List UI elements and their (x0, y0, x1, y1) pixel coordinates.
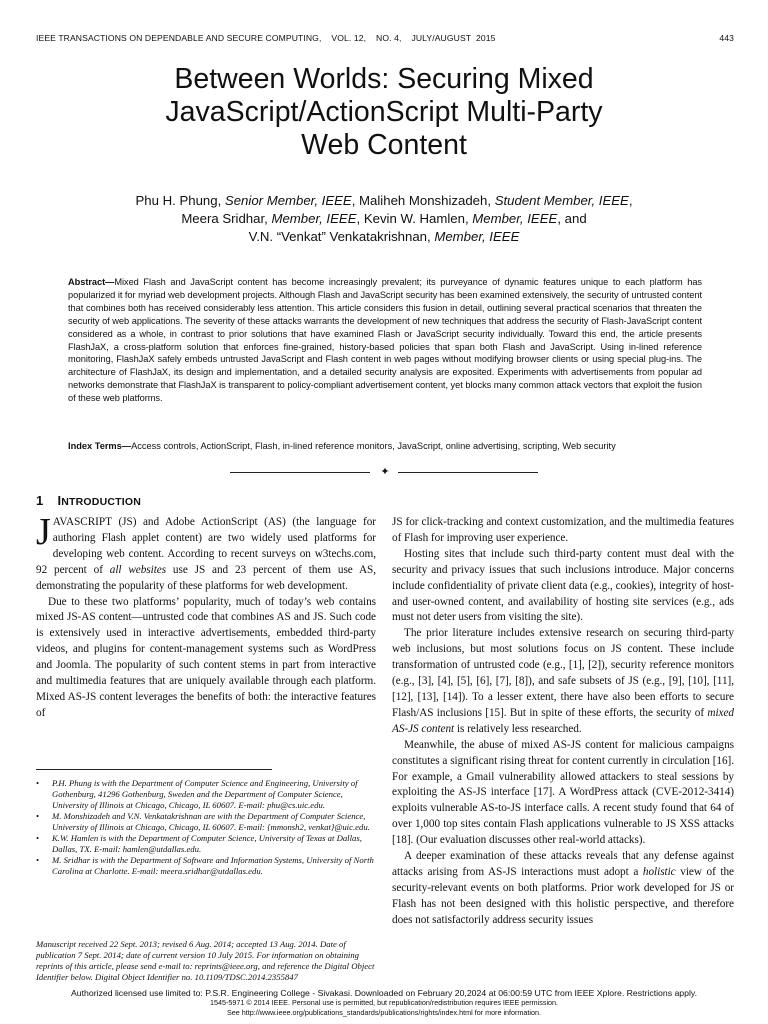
section-title-rest: NTRODUCTION (61, 496, 142, 508)
affiliation-footnotes (36, 778, 376, 877)
section-heading (36, 493, 141, 508)
paragraph: Due to these two platforms’ popularity, much of today’s web contains mixed JS-AS content—untrusted code that combines AS and JS. Such code is extensively used in interactive advertisements, embedded third-party videos, and plugins for content-management systems such as WordPress and Joomla. The popularity of such content stems in part from interactive and multimedia features that are uniquely available through each platform. Mixed AS-JS content leverages the benefits of both: the interactive features of (36, 595, 376, 719)
bullet-icon: • (36, 855, 40, 865)
abstract (68, 276, 702, 405)
license-notice: Authorized licensed use limited to: P.S.R. Engineering College - Sivakasi. Downloaded on February 20,2024 at 06:00:59 UTC from IEEE Xplore. Restrictions apply. (71, 988, 697, 998)
author-role: Student Member, IEEE (494, 193, 629, 208)
divider-line-right (398, 472, 538, 473)
author-role: Senior Member, IEEE (224, 193, 352, 208)
bullet-icon: • (36, 811, 40, 821)
paragraph: Meanwhile, the abuse of mixed AS-JS content for malicious campaigns constitutes a significant rising threat for content currently in circulation [16]. For example, a Gmail vulnerability allowed attackers to steal sessions by exploiting the AS-JS interface [17]. A WordPress attack (CVE-2012-3414) exploits vulnerable AS-to-JS interface calls. A recent study found that 64 of over 1,000 top sites contain Flash applications vulnerable to JS XSS attacks [18]. (Our evaluation discusses other real-world attacks). (392, 738, 734, 847)
manuscript-info: Manuscript received 22 Sept. 2013; revised 6 Aug. 2014; accepted 13 Aug. 2014. Date of publication 7 Sept. 2014; date of current version 10 July 2015. For information on obtaining reprints of this article, please send e-mail to: reprints@ieee.org, and reference the Digital Object Identifier below. Digital Object Identifier no. 10.1109/TDSC.2014.2355847 (36, 939, 375, 982)
index-terms-text: Access controls, ActionScript, Flash, in-lined reference monitors, JavaScript, online advertising, scripting, Web security (131, 441, 616, 451)
author-name: V.N. “Venkat” Venkatakrishnan, (248, 229, 435, 244)
emphasis: mixed AS-JS content (392, 706, 734, 735)
footnote-text: M. Sridhar is with the Department of Software and Information Systems, University of North Carolina at Charlotte. E-mail: meera.sridhar@utdallas.edu. (52, 855, 374, 876)
footnote-item (36, 778, 376, 811)
running-header (36, 33, 734, 47)
emphasis: all websites (109, 563, 167, 576)
emphasis: holistic (642, 865, 676, 878)
paragraph-text: view of the security-relevant events on both platforms. Prior work developed for JS or Flash has not been designed with this holistic perspective, and therefore does not satisfactorily address security issues (392, 865, 735, 926)
author-separator: , (628, 193, 633, 208)
title-line-1: Between Worlds: Securing Mixed (174, 63, 594, 95)
title-line-2: JavaScript/ActionScript Multi-Party (165, 96, 603, 128)
author-name: , Maliheh Monshizadeh, (351, 193, 495, 208)
abstract-label: Abstract— (68, 277, 115, 287)
author-line-1 (40, 192, 728, 210)
footnote-item (36, 855, 376, 877)
footnote-item (36, 833, 376, 855)
bullet-icon: • (36, 833, 40, 843)
left-column (36, 511, 376, 722)
footnote-text: P.H. Phung is with the Department of Computer Science and Engineering, University of Gothenburg, 41296 Gothenburg, Sweden and the Department of Computer Science, University of Illinois at Chicago, Chicago, IL 60607. E-mail: phu@cs.uic.edu. (52, 778, 358, 810)
index-terms-label: Index Terms— (68, 441, 132, 451)
page-number: 443 (719, 33, 734, 43)
footnote-text: K.W. Hamlen is with the Department of Computer Science, University of Texas at Dallas, Dallas, TX. E-mail: hamlen@utdallas.edu. (52, 833, 362, 854)
paper-title (60, 63, 708, 162)
copyright-notice: 1545-5971 © 2014 IEEE. Personal use is permitted, but republication/redistribution requires IEEE permission. (209, 998, 559, 1007)
author-separator: , and (557, 211, 587, 226)
author-name: Meera Sridhar, (181, 211, 272, 226)
abstract-text: Mixed Flash and JavaScript content has become increasingly prevalent; its purveyance of dynamic features unique to each platform has popularized it for myriad web development projects. Although Flash and JavaScript security has been examined extensively, the security of untrusted content that combines both has received considerably less attention. This article considers this fusion in detail, outlining several practical scenarios that threaten the security of web applications. The severity of these attacks warrants the development of new techniques that address the security of Flash-JavaScript content considered as a whole, in contrast to prior solutions that have examined Flash or JavaScript security individually. Toward this end, the article presents FlashJaX, a cross-platform solution that enforces fine-grained, history-based policies that span both Flash and JavaScript. Using in-lined reference monitoring, FlashJaX safely embeds untrusted JavaScript and Flash content in web pages without modifying browser clients or using special plug-ins. The architecture of FlashJaX, its design and implementation, and a detailed security analysis are exposited. Experiments with advertisements from popular ad networks demonstrate that FlashJaX is transparent to policy-compliant advertisement content, yet blocks many common attack vectors that exploit the fusion of these web platforms. (68, 277, 702, 404)
paragraph: Hosting sites that include such third-party content must deal with the security and privacy issues that such inclusions introduce. Major concerns include confidentiality of private client data (e.g., cookies), integrity of host- and user-owned content, and availability of hosting site services (e.g., ads must not deter users from visiting the site). (392, 547, 734, 624)
right-column (392, 515, 734, 929)
author-role: Member, IEEE (271, 211, 357, 226)
author-line-2 (40, 210, 728, 228)
paragraph-text: The prior literature includes extensive research on securing third-party web inclusions, but most solutions focus on JS content. These include transformation of untrusted code (e.g., [1], [2]), security reference monitors (e.g., [3], [4], [5], [6], [7], [8]), and safe subsets of JS (e.g., [9], [10], [11], [12], [13], [14]). To a lesser extent, there have also been efforts to secure Flash/AS inclusions [15]. But in spite of these efforts, the security of (392, 627, 734, 719)
author-line-3 (40, 228, 728, 246)
author-list (40, 192, 728, 246)
bullet-icon: • (36, 778, 40, 788)
footnote-item (36, 811, 376, 833)
page-footer (0, 988, 768, 1017)
author-role: Member, IEEE (434, 229, 520, 244)
section-title-initial: I (57, 493, 62, 508)
javascript-smallcaps: AVASCRIPT (52, 516, 112, 528)
section-number: 1 (36, 493, 44, 508)
divider-line-left (230, 472, 370, 473)
paragraph (392, 849, 734, 929)
paragraph (392, 626, 734, 737)
paragraph-text: A deeper examination of these attacks reveals that any defense against attacks arising from AS-JS interactions must adopt a (392, 850, 734, 878)
title-line-3: Web Content (301, 129, 467, 161)
paragraph: JS for click-tracking and context customization, and the multimedia features of Flash for improving user experience. (392, 516, 734, 544)
footnote-text: M. Monshizadeh and V.N. Venkatakrishnan are with the Department of Computer Science, University of Illinois at Chicago, Chicago, IL 60607. E-mail: {mmonsh2, venkat}@uic.edu. (52, 811, 370, 832)
footnote-rule (36, 769, 272, 770)
star-icon: ✦ (380, 466, 390, 478)
permissions-link[interactable]: See http://www.ieee.org/publications_standards/publications/rights/index.html for more information. (226, 1007, 542, 1017)
section-divider (230, 468, 538, 478)
paragraph-text: (JS) and Adobe ActionScript (AS) (the language for authoring Flash applet content) are two widely used platforms for developing web content. According to recent surveys on w3techs.com, 92 percent of (36, 516, 376, 576)
index-terms (68, 440, 718, 453)
drop-cap: J (36, 511, 51, 553)
paragraph-text: is relatively less researched. (454, 722, 582, 735)
author-name: , Kevin W. Hamlen, (356, 211, 473, 226)
author-role: Member, IEEE (472, 211, 558, 226)
paragraph-text: use JS and 23 percent of them use AS, demonstrating the popularity of these platforms for web development. (36, 563, 376, 592)
author-name: Phu H. Phung, (135, 193, 225, 208)
journal-name: IEEE TRANSACTIONS ON DEPENDABLE AND SECURE COMPUTING, VOL. 12, NO. 4, JULY/AUGUST 2015 (36, 33, 496, 43)
paragraph (36, 511, 376, 595)
